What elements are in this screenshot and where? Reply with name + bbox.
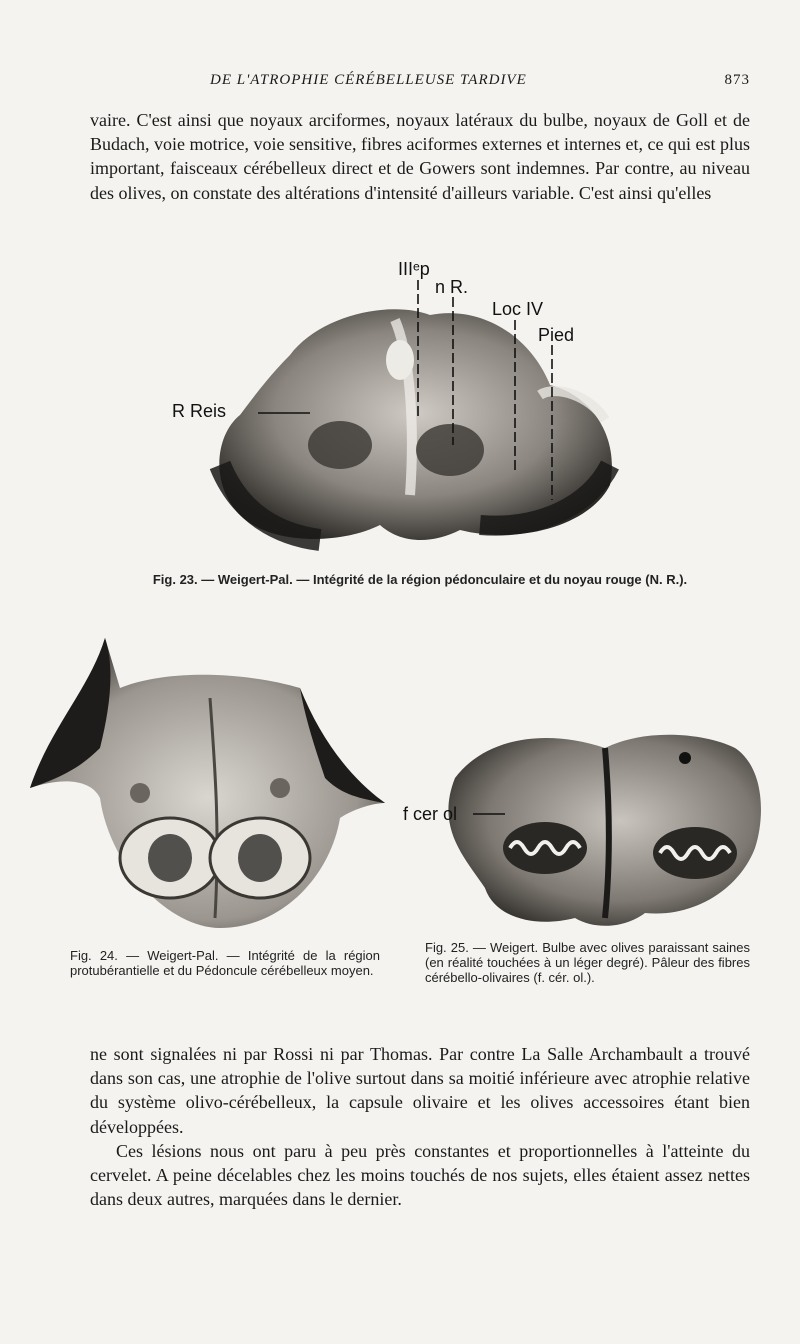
running-head [90, 72, 750, 94]
running-title: DE L'ATROPHIE CÉRÉBELLEUSE TARDIVE [210, 72, 527, 88]
figure-25 [395, 718, 775, 930]
body-text-bottom [90, 1042, 750, 1211]
figure-24-illustration [20, 628, 390, 938]
label-loc-iv: Loc IV [492, 299, 544, 319]
figure-23 [160, 245, 640, 565]
label-pied: Pied [538, 325, 575, 345]
label-f-cer-ol: f cer ol [403, 804, 458, 824]
figure-25-illustration [395, 718, 775, 930]
paragraph: ne sont signalées ni par Rossi ni par Thomas. Par contre La Salle Archambault a trouvé dans son cas, une atrophie de l'olive surtout dans sa moitié inférieure avec atrophie relative du système olivo-cérébelleux, la capsule olivaire et les olives accessoires étant bien développées. [90, 1044, 750, 1137]
figure-24-caption: Fig. 24. — Weigert-Pal. — Intégrité de la région protubérantielle et du Pédoncule cérébelleux moyen. [70, 948, 380, 978]
page-number: 873 [724, 72, 750, 88]
paragraph: Ces lésions nous ont paru à peu près constantes et proportionnelles à l'atteinte du cervelet. A peine décelables chez les moins touchés de nos sujets, elles étaient assez nettes dans deux autres, marquées dans le dernier. [90, 1140, 750, 1210]
label-r-reis: R Reis [172, 401, 227, 421]
label-n-r: n R. [435, 277, 469, 297]
figure-25-caption: Fig. 25. — Weigert. Bulbe avec olives paraissant saines (en réalité touchées à un léger degré). Pâleur des fibres cérébello-olivaires (f. cér. ol.). [425, 940, 750, 985]
label-third-p: IIIᵉp [398, 259, 430, 279]
figure-24 [20, 628, 390, 938]
paragraph: vaire. C'est ainsi que noyaux arciformes, noyaux latéraux du bulbe, noyaux de Goll et de Budach, voie motrice, voie sensitive, fibres aciformes externes et internes et, ce qui est plus important, faisceaux cérébelleux direct et de Gowers sont indemnes. Par contre, au niveau des olives, on constate des altérations d'intensité d'ailleurs variable. C'est ainsi qu'elles [90, 110, 750, 203]
body-text-top [90, 108, 750, 205]
figure-23-caption: Fig. 23. — Weigert-Pal. — Intégrité de la région pédonculaire et du noyau rouge (N. R.). [152, 572, 688, 587]
figure-23-illustration [160, 245, 640, 565]
